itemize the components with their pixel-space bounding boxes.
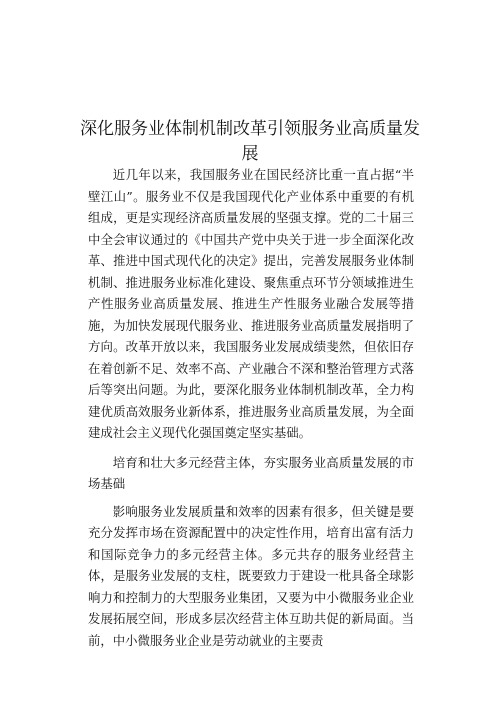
document-body [88, 164, 414, 651]
section-heading: 培育和壮大多元经营主体，夯实服务业高质量发展的市场基础 [88, 454, 414, 491]
intro-paragraph: 近几年以来，我国服务业在国民经济比重一直占据“半壁江山”。服务业不仅是我国现代化产业体系中重要的有机组成，更是实现经济高质量发展的坚强支撑。党的二十届三中全会审议通过的《中国共产党中央关于进一步全面深化改革、推进中国式现代化的决定》提出，完善发展服务业体制机制、推进服务业标准化建设、聚焦重点环节分领域推进生产性服务业高质量发展、推进生产性服务业融合发展等措施，为加快发展现代服务业、推进服务业高质量发展指明了方向。改革开放以来，我国服务业发展成绩斐然，但依旧存在着创新不足、效率不高、产业融合不深和整治管理方式落后等突出问题。为此，要深化服务业体制机制改革，全力构建优质高效服务业新体系，推进服务业高质量发展，为全面建成社会主义现代化强国奠定坚实基础。 [88, 167, 414, 440]
document-title: 深化服务业体制机制改革引领服务业高质量发展 [80, 119, 420, 164]
section-paragraph: 影响服务业发展质量和效率的因素有很多，但关键是要充分发挥市场在资源配置中的决定性作用，培育出富有活力和国际竞争力的多元经营主体。多元共存的服务业经营主体，是服务业发展的支柱，既要致力于建设一枇具备全球影响力和控制力的大型服务业集团，又要为中小微服务业企业发展拓展空间，形成多层次经营主体互助共促的新局面。当前，中小微服务业企业是劳动就业的主要责 [88, 503, 414, 648]
